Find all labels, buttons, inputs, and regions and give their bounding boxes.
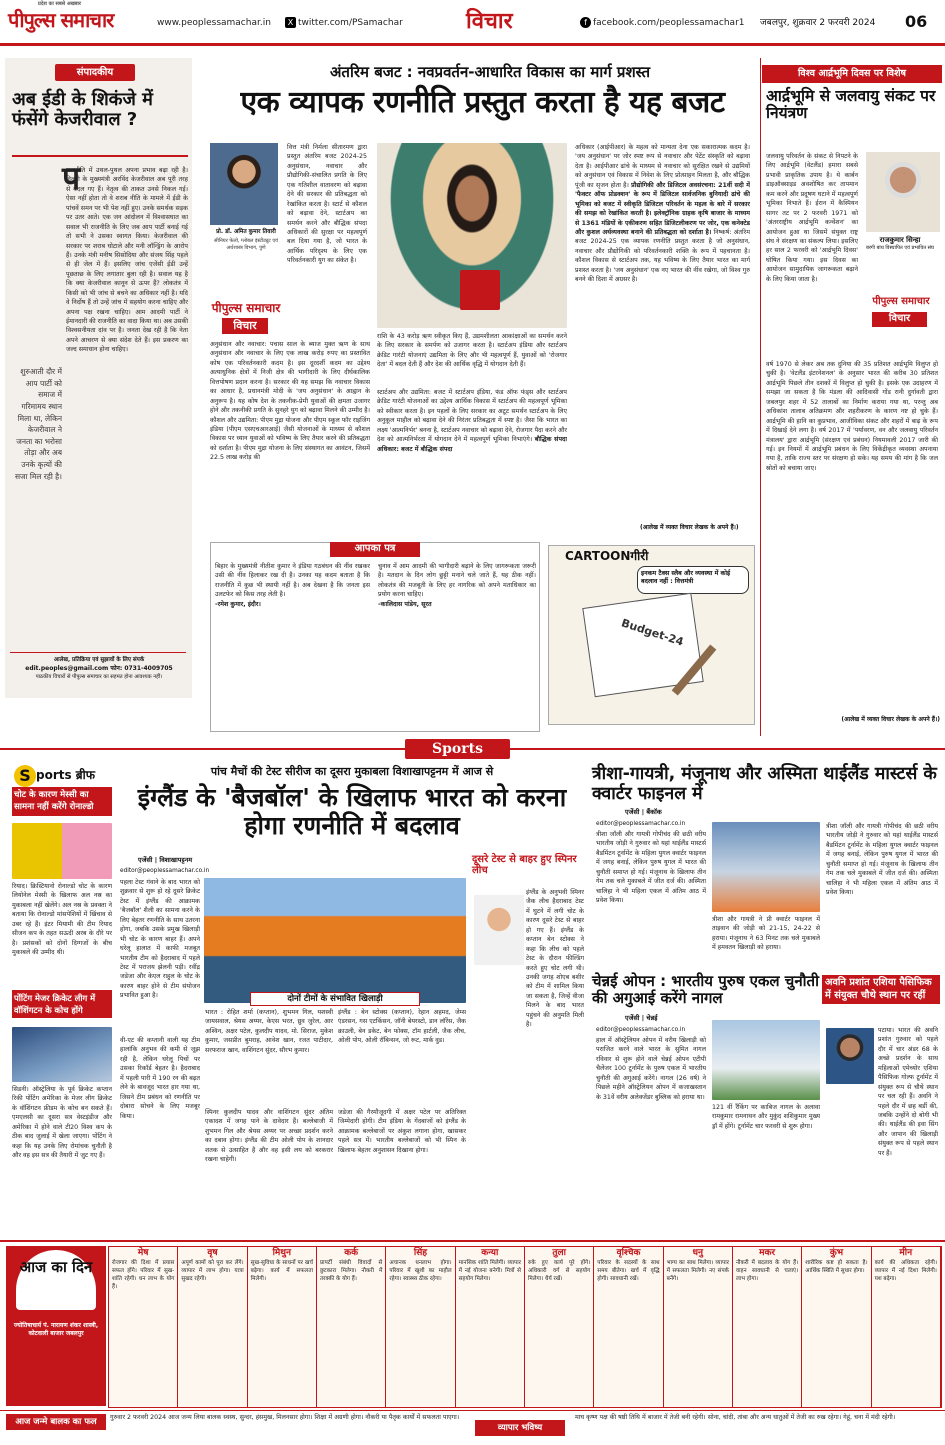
wetland-label: विश्व आर्द्रभूमि दिवस पर विशेष <box>762 65 942 83</box>
divider <box>10 652 186 653</box>
rashi-8 <box>594 1247 663 1407</box>
cricket-byline: एजेंसी | विशाखापट्टनम <box>138 856 193 864</box>
twitter-link[interactable]: X twitter.com/PSamachar <box>285 17 403 30</box>
wetland-body1: जलवायु परिवर्तन के संकट से निपटने के लिए आर्द्रभूमि (वेटलैंड) हमारा सबसे प्रभावी प्राकृतिक उपाय है। ये कार्बन डाइऑक्साइड अवशोषित कर तापमान कम करने और प्रदूषण घटाने में महत्वपूर्ण भूमिका निभाते हैं। ईरान में कैस्पियन सागर तट पर 2 फरवरी 1971 को 'अंतरराष्ट्रीय आर्द्रभूमि कन्वेंशन' का आयोजन हुआ था जिसमें संयुक्त राष्ट्र संघ ने संरक्षण का संकल्प लिया। इसलिए हर साल 2 फरवरी को 'आर्द्रभूमि दिवस' घोषित किया गया। इस दिवस का आयोजन सामुदायिक जागरूकता बढ़ाने के लिए किया जाता है। <box>766 153 858 283</box>
avani-body: पटाया। भारत की अवनि प्रशांत गुरुवार को पहले दौर में चार अंडर 68 के अच्छे प्रदर्शन के साथ महिलाओं एमेच्योर एशिया पैसिफिक गोल्फ टूर्नामेंट में संयुक्त रूप से चौथे स्थान पर चल रही हैं। अवनि ने पहले दौर में छह बर्डी की, जबकि उन्होंने दो बोगी भी की। थाईलैंड की इवा सिंग और जापान की खिलाड़ी संयुक्त रूप से पहले स्थान पर हैं। <box>878 1027 938 1157</box>
rashi-name: तुला <box>552 1248 566 1258</box>
cartoon-paper-label: Budget-24 <box>619 616 686 649</box>
badminton-email[interactable]: editor@peoplessamachar.co.in <box>596 821 686 827</box>
rashi-name: मिथुन <box>272 1248 292 1258</box>
editorial-label: संपादकीय <box>55 64 135 81</box>
rashi-7 <box>525 1247 594 1407</box>
rashi-name: धनु <box>692 1248 704 1258</box>
badminton-headline: त्रीशा-गायत्री, मंजूनाथ और अस्मिता थाईलैंड मास्टर्स के क्वार्टर फाइनल में <box>592 764 937 804</box>
nagal-email[interactable]: editor@peoplessamachar.co.in <box>596 1027 686 1033</box>
letter-2: चुनाव में आम आदमी की भागीदारी बढ़ाने के लिए जागरूकता जरूरी है। मतदान के दिन लोग छुट्टी मनाने चले जाते हैं, यह ठीक नहीं। लोकतंत्र की मजबूती के लिए हर नागरिक को अपने मताधिकार का प्रयोग करना चाहिए। -कालिदास पांडेय, सूरत <box>378 563 536 608</box>
nagal-photo <box>712 1020 820 1100</box>
nagal-headline: चेन्नई ओपन : भारतीय पुरुष एकल चुनौती की अगुआई करेंगे नागल <box>592 972 819 1007</box>
horoscope-grid <box>108 1246 942 1408</box>
brief2-headline: पोंटिंग मेजर क्रिकेट लीग में वॉशिंगटन के कोच होंगे <box>12 990 112 1018</box>
badminton-body2: त्रीशा और गायत्री ने प्री क्वार्टर फाइनल में ताइवान की जोड़ी को 21-15, 24-22 से हराया। मंजूनाथ ने 63 मिनट तक चले मुकाबले में हमवतन खिलाड़ी को हराया। <box>712 916 820 952</box>
badminton-body3: त्रीशा जॉली और गायत्री गोपीचंद की छठी वरीय भारतीय जोड़ी ने गुरुवार को यहां थाईलैंड मास्टर्स बैडमिंटन टूर्नामेंट के महिला युगल क्वार्टर फाइनल में जगह बनाई, लेकिन पुरुष युगल में भारत की चुनौती समाप्त हो गई। मंजूनाथ के खिलाफ तीन गेम तक चले मुकाबले में जीत दर्ज की। अस्मिता चालिहा ने भी महिला एकल में अंतिम आठ में प्रवेश किया। <box>826 823 938 897</box>
sports-s-icon: S <box>14 765 36 787</box>
birthday-text: गुरुवार 2 फरवरी 2024 आज जन्म लिया बालक स्वस्थ, सुन्दर, हंसमुख, मिलनसार होगा। शिक्षा में अग्रणी होगा। नौकरी या पैतृक कार्यों में सफलता पाएगा। <box>110 1414 460 1421</box>
editorial-pullquote: शुरुआती दौर में आप पार्टी को समाज में गरिमामय स्थान मिला था, लेकिन केजरीवाल ने जनता का भरोसा तोड़ा और अब उनके कृत्यों की सजा मिल रही है। <box>14 367 62 481</box>
india-team-photo <box>204 878 466 1003</box>
rashi-name: वृश्चिक <box>616 1248 641 1258</box>
ponting-photo <box>12 1027 112 1082</box>
cricket-kicker: पांच मैचों की टेस्ट सीरीज का दूसरा मुकाबला विशाखापट्टनम में आज से <box>210 765 494 778</box>
article-col2b: स्टार्टअप और उद्यमिता: बजट में स्टार्टअप इंडिया, फंड ऑफ फंड्स और स्टार्टअप क्रेडिट गारंटी योजनाओं का उद्देश्य आर्थिक विकास में स्टार्टअप की महत्वपूर्ण भूमिका को स्वीकार करता है। इन पहलों के लिए सरकार का अटूट समर्थन स्टार्टअप के लिए अनुकूल माहौल को बढ़ावा देने की निरंतर प्रतिबद्धता में स्पष्ट है। जैसा कि भारत का लक्ष्य 'आत्मनिर्भर' बनना है, स्टार्टअप नवाचार को बढ़ावा देने, रोजगार पैदा करने और देश को आत्मनिर्भरता में योगदान देने में महत्वपूर्ण भूमिका निभाएंगे। बौद्धिक संपदा अधिकार: बजट में बौद्धिक संपदा <box>377 389 567 453</box>
divider <box>12 155 188 157</box>
contact-email[interactable]: edit.peoples@gmail.com फोन: 0731-4009705 <box>25 665 173 672</box>
leach-headline: दूसरे टेस्ट से बाहर हुए स्पिनर लीच <box>472 854 577 877</box>
cricket-body1: पहला टेस्ट गंवाने के बाद भारत को शुक्रवार से शुरू हो रहे दूसरे क्रिकेट टेस्ट में इंग्लैंड की आक्रामक 'बैजबॉल' शैली का सामना करने के लिए बेहतर रणनीति के साथ उतरना होगा, जबकि उसके प्रमुख खिलाड़ी भी चोट के कारण बाहर हैं। अपने घरेलू हालात में काफी मजबूत भारतीय टीम को हैदराबाद में पहले टेस्ट में पराजय झेलनी पड़ी। रवींद्र जडेजा और केएल राहुल के चोट के कारण बाहर होने से टीम संयोजन प्रभावित हुआ है। <box>120 879 200 1000</box>
cricket-body3: स्पिनर कुलदीप यादव और वाशिंगटन सुंदर अंतिम एकादश में जगह पाने के दावेदार हैं। बल्लेबाजी में शुभमन गिल और श्रेयस अय्यर पर अच्छा प्रदर्शन करने का दबाव होगा। इंग्लैंड की टीम ओली पोप के शानदार शतक से उत्साहित है और वह इसी लय को बरकरार रखना चाहेगी। <box>205 1109 333 1164</box>
website-link[interactable]: www.peoplessamachar.in <box>157 18 271 28</box>
article-headline: एक व्यापक रणनीति प्रस्तुत करता है यह बजट <box>240 85 725 120</box>
birthday-divider <box>0 1410 945 1411</box>
rashi-5 <box>386 1247 455 1407</box>
rashi-name: वृष <box>207 1248 218 1258</box>
cartoon-title: CARTOONगीरी <box>565 549 649 563</box>
rashi-text: अचानक धनलाभ होगा। परिवार में खुशी का माहौल रहेगा। स्वास्थ्य ठीक रहेगा। <box>389 1260 452 1282</box>
author-photo <box>210 143 278 225</box>
contact-label: आलेख, प्रतिक्रिया एवं सुझावों के लिए संपर्क <box>53 657 145 663</box>
rashi-name: मकर <box>759 1248 776 1258</box>
rashi-text: परिवार के सदस्यों के साथ समय बीतेगा। खर्च में वृद्धि होगी। सावधानी रखें। <box>597 1260 660 1282</box>
astrologer-info: ज्योतिषाचार्य पं. नारायण शंकर शास्त्री, कोटवाली बाजार जबलपुर <box>13 1322 99 1338</box>
rashi-text: भाग्य का साथ मिलेगा। व्यापार में सफलता मिलेगी। नए संपर्क बनेंगे। <box>666 1260 729 1282</box>
rashi-text: रोजगार की दिशा में प्रयास सफल होंगे। परिवार में सुख-शांति रहेगी। धन लाभ के योग हैं। <box>112 1260 175 1290</box>
treesa-gayatri-photo <box>712 822 820 912</box>
letters-title: आपका पत्र <box>330 542 420 557</box>
cricket-body4: जडेजा की गैरमौजूदगी में अक्षर पटेल पर अतिरिक्त जिम्मेदारी होगी। टीम इंडिया के गेंदबाजों को इंग्लैंड के आक्रामक बल्लेबाजों पर अंकुश लगाना होगा, खासकर पहले सत्र में। भारतीय बल्लेबाजों को भी स्पिन के खिलाफ बेहतर अनुशासन दिखाना होगा। <box>338 1109 466 1154</box>
rashi-name: मेष <box>137 1248 149 1258</box>
rashi-text: अपूर्ण कामों को पूरा कर लेंगे। व्यापार में लाभ होगा। यात्रा सुखद रहेगी। <box>181 1260 244 1282</box>
author-title: सीनियर फेलो, ग्लोबल इंस्टीट्यूट एवं अर्थशास्त्र विभाग, पुणे <box>214 238 278 252</box>
horoscope-title: आज का दिन <box>16 1250 96 1310</box>
badminton-byline: एजेंसी | बैंकॉक <box>625 808 662 816</box>
tag-brand: पीपुल्स समाचार <box>211 301 281 315</box>
rashi-name: सिंह <box>413 1248 428 1258</box>
rashi-name: मीन <box>899 1248 913 1258</box>
birthday-label: आज जन्मे बालक का फल <box>6 1414 106 1430</box>
business-text: माघ कृष्ण पक्ष की षष्ठी तिथि में बाजार में तेजी बनी रहेगी। सोना, चांदी, तांबा और अन्य धातुओं में तेजी का रुख रहेगा। गेहूं, चना में मंदी रहेगी। <box>575 1414 896 1421</box>
rashi-4 <box>317 1247 386 1407</box>
wetland-footnote: (आलेख में व्यक्त विचार लेखक के अपने हैं।) <box>841 716 940 723</box>
brief-body: रियाद। क्रिस्टियानो रोनाल्डो चोट के कारण लियोनेल मेस्सी के खिलाफ अल नस्र का मुकाबला नहीं खेलेंगे। अल नस्र के प्रवक्ता ने बताया कि रोनाल्डो मांसपेशियों में खिंचाव से उबर रहे हैं। इंटर मियामी की टीम रियाद सीजन कप के तहत सऊदी अरब के दौरे पर है। प्रशंसकों को दोनों दिग्गजों के बीच मुकाबले की उम्मीद थी। <box>12 883 112 957</box>
article-footnote: (आलेख में व्यक्त विचार लेखक के अपने हैं।) <box>640 524 739 531</box>
nagal-body2: 121 वीं रैंकिंग पर काबिज नागल के अलावा रामकुमार रामनाथन और मुकुंद शशिकुमार मुख्य ड्रॉ में होंगे। टूर्नामेंट चार फरवरी से शुरू होगा। <box>712 1104 820 1130</box>
wetland-headline: आर्द्रभूमि से जलवायु संकट पर नियंत्रण <box>766 87 936 123</box>
business-label: व्यापार भविष्य <box>475 1420 565 1436</box>
rashi-10 <box>733 1247 802 1407</box>
article-col2: राशि के 43 करोड़ ऋण स्वीकृत किए हैं, उद्यमशीलता आकांक्षाओं का समर्थन करने के लिए सरकार के समर्पण को उजागर करता है। स्टार्टअप इंडिया और स्टार्टअप क्रेडिट गारंटी योजनाएं उद्यमिता के लिए और भी महत्वपूर्ण हैं, युवाओं को 'रोजगार देता' में बदल देती हैं और देश की आर्थिक वृद्धि में योगदान देती हैं। <box>377 333 567 369</box>
rashi-1 <box>109 1247 178 1407</box>
editorial-body: राजनीति में उथल-पुथल अपना प्रभाव बढ़ा रही है। दिल्ली के मुख्यमंत्री अरविंद केजरीवाल अब पूरी तरह से बदल गए हैं। नेतृत्व की ताकत उनसे निकल गई। ऐसा नहीं होता तो वे शराब नीति के मामले में ईडी के पांचवें समन पर भी पेश नहीं हुए। उनके समर्थक सड़क पर उतर आते। एक जन आंदोलन में विश्वासघात का सवाल भी राजनीति के लिए जब आप पार्टी बनाई गई तो सभी ने उसका स्वागत किया। केजरीवाल की सरकार पर शराब घोटाले और मनी लॉन्ड्रिंग के आरोप हैं। उनके मंत्री मनीष सिसोदिया और संजय सिंह पहले से ही जेल में हैं। इसलिए जांच एजेंसी ईडी उन्हें पूछताछ के लिए लगातार बुला रही है। सवाल यह है कि क्या केजरीवाल कानून से ऊपर हैं? लोकतंत्र में किसी को भी जांच से बचने का अधिकार नहीं है। यदि वे निर्दोष हैं तो उन्हें जांच में सहयोग करना चाहिए और अपना पक्ष रखना चाहिए। आम आदमी पार्टी ने ईमानदारी की राजनीति का वादा किया था। अब उसकी विश्वसनीयता दांव पर है। जनता देख रही है कि नेता अपने आचरण से क्या संदेश देते हैं। इस प्रकरण का जल्द समाधान होना चाहिए। <box>66 167 188 354</box>
squad-england: इंग्लैंड : बेन स्टोक्स (कप्तान), रेहान अहमद, जेम्स एंडरसन, गस एटकिंसन, जॉनी बेयरस्टो, डान लॉरेंस, जैक क्राउली, बेन डकेट, बेन फोक्स, टॉम हार्टली, जैक लीच, ओली पोप, ओली रॉबिन्सन, जो रूट, मार्क वुड। <box>338 1009 466 1045</box>
squad-india: भारत : रोहित शर्मा (कप्तान), शुभमन गिल, यशस्वी जायसवाल, श्रेयस अय्यर, केएस भरत, ध्रुव जुरेल, आर अश्विन, अक्षर पटेल, कुलदीप यादव, मो. सिराज, मुकेश कुमार, जसप्रीत बुमराह, आवेश खान, रजत पाटीदार, सरफराज खान, वाशिंगटन सुंदर, सौरभ कुमार। <box>205 1009 333 1054</box>
wetland-author-title: बरगी बांध विस्थापित एवं प्रभावित संघ <box>865 245 935 251</box>
brief2-body: सिडनी। ऑस्ट्रेलिया के पूर्व क्रिकेट कप्तान रिकी पोंटिंग अमेरिका के मेजर लीग क्रिकेट के वॉशिंगटन फ्रीडम के कोच बन सकते हैं। एमएलसी का दूसरा सत्र वेस्टइंडीज और अमेरिका में होने वाले टी20 विश्व कप के ठीक बाद जुलाई में खेला जाएगा। पोंटिंग ने कहा कि यह उनके लिए रोमांचक चुनौती है और वह इस सत्र की तैयारी में जुट गए हैं। <box>12 1086 112 1160</box>
leach-body: इंग्लैंड के अनुभवी स्पिनर जैक लीच हैदराबाद टेस्ट में घुटने में लगी चोट के कारण दूसरे टेस्ट से बाहर हो गए हैं। इंग्लैंड के कप्तान बेन स्टोक्स ने कहा कि लीच को पहले टेस्ट के दौरान फील्डिंग करते हुए चोट लगी थी। उनकी जगह शोएब बशीर को टीम में शामिल किया जा सकता है, जिन्हें वीजा मिलने के बाद भारत पहुंचने की अनुमति मिली है। <box>526 889 584 1029</box>
article-col1: वित्त मंत्री निर्मला सीतारमण द्वारा प्रस्तुत अंतरिम बजट 2024-25 अनुसंधान, नवाचार और प्रौद्योगिकी-संचालित प्रगति के लिए एक गतिशील वातावरण को बढ़ावा देने की सरकार की प्रतिबद्धता को रेखांकित करता है। स्टार्ट से कौशल को बढ़ावा देने, स्टार्टअप का समर्थन करने और बौद्धिक संपदा अधिकारों की सुरक्षा पर महत्वपूर्ण बल दिया गया है, जो भारत के आर्थिक परिदृश्य के लिए एक परिवर्तनकारी युग का संकेत है। <box>287 144 367 265</box>
rashi-name: कन्या <box>481 1248 499 1258</box>
budget-briefcase-icon <box>460 270 500 310</box>
facebook-icon: f <box>580 17 591 28</box>
rashi-6 <box>456 1247 525 1407</box>
nagal-byline: एजेंसी | चेन्नई <box>625 1014 658 1022</box>
issue-date: जबलपुर, शुक्रवार 2 फरवरी 2024 <box>760 18 876 28</box>
rashi-12 <box>872 1247 941 1407</box>
wetland-author-name: राजकुमार सिन्हा <box>879 236 921 244</box>
page-number: 06 <box>905 12 928 31</box>
editorial-headline: अब ईडी के शिकंजे में फंसेंगे केजरीवाल ? <box>12 89 153 131</box>
cartoon-bubble: इनकम टैक्स स्लैब और व्यवस्था में कोई बदलाव नहीं : वित्तमंत्री <box>637 566 749 594</box>
disclaimer: पाठकीय विचारों से पीपुल्स समाचार का सहमत होना आवश्यक नहीं। <box>35 674 163 680</box>
badminton-body: त्रीशा जॉली और गायत्री गोपीचंद की छठी वरीय भारतीय जोड़ी ने गुरुवार को यहां थाईलैंड मास्टर्स बैडमिंटन टूर्नामेंट के महिला युगल क्वार्टर फाइनल में जगह बनाई, लेकिन पुरुष युगल में भारत की चुनौती समाप्त हो गई। मंजूनाथ के खिलाफ तीन गेम तक चले मुकाबले में जीत दर्ज की। अस्मिता चालिहा ने भी महिला एकल में अंतिम आठ में प्रवेश किया। <box>596 831 706 905</box>
rashi-2 <box>178 1247 247 1407</box>
rashi-text: मानसिक शांति मिलेगी। व्यापार में नई योजना बनेगी। मित्रों से सहयोग मिलेगा। <box>458 1260 521 1282</box>
wetland-author-photo <box>866 152 940 232</box>
nagal-body: हाल में ऑस्ट्रेलियन ओपन में वरीय खिलाड़ी को पराजित करने वाले भारत के सुमित नागल रविवार से शुरू होने वाले चेन्नई ओपन एटीपी चैलेंजर 100 टूर्नामेंट के पुरुष एकल में भारतीय चुनौती की अगुआई करेंगे। नागल (26 वर्ष) ने पिछले महीने ऑस्ट्रेलियन ओपन में कजाखस्तान के 31वें वरीय अलेक्जेंडर बुब्लिक को हराया था। <box>596 1037 706 1101</box>
rashi-text: रुके हुए कार्य पूरे होंगे। अधिकारी वर्ग से सहयोग मिलेगा। धैर्य रखें। <box>527 1260 591 1282</box>
cricket-headline: इंग्लैंड के 'बैजबॉल' के खिलाफ भारत को करना होगा रणनीति में बदलाव <box>137 783 567 840</box>
sports-band-label: Sports <box>405 739 510 759</box>
rashi-name: कुंभ <box>829 1248 844 1258</box>
rashi-3 <box>248 1247 317 1407</box>
rashi-11 <box>802 1247 871 1407</box>
rashi-text: सुख-सुविधा के साधनों पर खर्च बढ़ेगा। कार्य में सफलता मिलेगी। <box>250 1260 313 1282</box>
cricket-email[interactable]: editor@peoplessamachar.co.in <box>120 868 210 874</box>
avani-headline: अवनि प्रशांत एशिया पैसिफिक में संयुक्त चौथे स्थान पर रहीं <box>822 975 940 1004</box>
rashi-text: नौकरी में बदलाव के योग हैं। वाहन सावधानी से चलाएं। लाभ होगा। <box>735 1260 799 1282</box>
ronaldo-messi-photo <box>12 823 112 879</box>
article-col3: अधिकार (आईपीआर) के महत्व को मान्यता देना एक सकारात्मक कदम है। 'जय अनुसंधान' पर जोर स्पष्ट रूप से नवाचार और पेटेंट संस्कृति को बढ़ावा देता है। आईपीआर ढांचे के माध्यम से नवाचार को सुरक्षित रखने से उद्यमियों को अनुसंधान एवं विकास में निवेश के लिए प्रोत्साहन मिलता है, और बौद्धिक पूंजी का सृजन होता है। प्रौद्योगिकी और डिजिटल अवसंरचना: 21वीं सदी में 'फैक्टर ऑफ प्रोडक्शन' के रूप में डिजिटल सार्वजनिक बुनियादी ढांचे की भूमिका को बजट में स्वीकृति डिजिटल परिवर्तन के महत्व के बारे में सरकार की समझ को रेखांकित करती है। इलेक्ट्रॉनिक ग्राहक कृषि बाजार के माध्यम से 1361 मंडियों के एकीकरण सहित डिजिटलीकरण पर जोर, एक कनेक्टेड और कुशल अर्थव्यवस्था बनाने की प्रतिबद्धता को दर्शाता है। निष्कर्ष: अंतरिम बजट 2024-25 एक व्यापक रणनीति प्रस्तुत करता है जो अनुसंधान, नवाचार और प्रौद्योगिकी को परिवर्तनकारी शक्ति के रूप में पहचानता है। कौशल विकास से स्टार्टअप तक, यह भविष्य के लिए तैयार भारत का मार्ग प्रशस्त करता है। 'जय अनुसंधान' एक नए भारत की नींव रखेगा, जो विश्व गुरु बनने की दिशा में अग्रसर है। <box>575 144 750 284</box>
rashi-name: कर्क <box>344 1248 359 1258</box>
tag-label: विचार <box>222 318 268 334</box>
rashi-9 <box>664 1247 733 1407</box>
rashi-text: प्रापर्टी संबंधी विवादों से छुटकारा मिलेगा। नौकरी में तरक्की के योग हैं। <box>319 1260 383 1282</box>
article-kicker: अंतरिम बजट : नवप्रवर्तन-आधारित विकास का मार्ग प्रशस्त <box>329 63 651 81</box>
rashi-text: कार्य की अधिकता रहेगी। व्यापार में नई दिशा मिलेगी। यश बढ़ेगा। <box>874 1260 937 1282</box>
facebook-link[interactable]: f facebook.com/peoplessamachar1 <box>580 17 745 30</box>
wetland-tag: विचार <box>872 312 927 327</box>
rashi-text: शारीरिक कष्ट हो सकता है। आर्थिक स्थिति में सुधार होगा। <box>805 1260 868 1274</box>
brief-label: ports ब्रीफ <box>36 768 96 782</box>
article-col1b: अनुसंधान और नवाचार: पचास साल के ब्याज मुक्त ऋण के साथ अनुसंधान और नवाचार के लिए एक लाख करोड़ रुपए का प्रस्तावित कोष एक परिवर्तनकारी कदम है। इस दूरदर्शी कदम का उद्देश्य अत्याधुनिक क्षेत्रों में निजी क्षेत्र की भागीदारी के लिए दीर्घकालिक वित्तपोषण प्रदान करना है। सरकार की यह समझ कि नवाचार विकास का आधार है, प्रधानमंत्री मोदी के 'जय अनुसंधान' के आह्वान के अनुरूप है। यह कोष देश के तकनीक-प्रेमी युवाओं की क्षमता उजागर होने और तकनीकी प्रगति के सुनहरे युग को बढ़ावा मिलने की उम्मीद है। कौशल और उद्यमिता: पीएम मुद्रा योजना और पीएम स्कूल फॉर राइजिंग इंडिया (पीएम एसएचआरआई) जैसी योजनाओं के माध्यम से कौशल विकास पर ध्यान युवाओं को भविष्य के लिए तैयार करने की प्रतिबद्धता को दर्शाता है। पीएम मुद्रा योजना के लिए संस्थागत का आवंटन, जिसमें 22.5 लाख करोड़ की <box>210 341 370 462</box>
author-name: प्रो. डॉ. अमित कुमार तिवारी <box>216 229 276 235</box>
cricket-body2: वी-एट की कप्तानी वाली यह टीम हालांकि अनुभव की कमी से जूझ रही है, लेकिन घरेलू पिचों पर उसका रिकॉर्ड बेहतर है। हैदराबाद में पहली पारी में 190 रन की बढ़त लेने के बावजूद भारत हार गया था, जिसने टीम प्रबंधन को रणनीति पर दोबारा सोचने के लिए मजबूर किया। <box>120 1037 200 1120</box>
brand-logo: पीपुल्स समाचार प्रदेश का सबसे अखबार <box>8 1 114 32</box>
squads-title: दोनों टीमों के संभावित खिलाड़ी <box>250 992 420 1006</box>
brief-headline: चोट के कारण मेस्सी का सामना नहीं करेंगे रोनाल्डो <box>12 787 112 816</box>
horoscope-divider <box>0 1240 945 1242</box>
wetland-body2: वर्ष 1970 से लेकर अब तक दुनिया की 35 प्रतिशत आर्द्रभूमि विलुप्त हो चुकी है। 'वेटलैंड इंटरनेशनल' के अनुसार भारत की करीब 30 प्रतिशत आर्द्रभूमि पिछले तीन दशकों में विलुप्त हो चुकी है। इसके एक उदाहरण में समझा जा सकता है कि मंडला की आदिवासी गोंड रानी दुर्गावती द्वारा जबलपुर शहर में 52 तालाबों का निर्माण कराया गया था, परन्तु अब अधिकांश तालाब अतिक्रमण और शहरीकरण के कारण नष्ट हो चुके हैं। आर्द्रभूमि की हानि का कुप्रभाव, आजीविका संकट और शहरों में बाढ़ के रूप में दिखाई देने लगा है। वर्ष 2017 में 'पर्यावरण, वन और जलवायु परिवर्तन मंत्रालय' द्वारा आर्द्रभूमि (संरक्षण एवं प्रबंधन) नियमावली 2017 जारी की गई। इन नियमों में आर्द्रभूमि प्रबंधन के लिए विकेंद्रीकृत व्यवस्था अपनाया गया है, ताकि राज्य स्तर पर संरक्षण हो सके। यह समय की मांग है कि जल स्रोतों को बचाया जाए। <box>766 361 938 472</box>
wetland-tag-brand: पीपुल्स समाचार <box>872 296 930 307</box>
letter-1: बिहार के मुख्यमंत्री नीतीश कुमार ने इंडिया गठबंधन की नींव रखकर उसी की नींव हिलाकर रख दी है। उनका यह कदम बताता है कि राजनीति में कुछ भी स्थायी नहीं है। अब देखना है कि जनता इस उलटफेर को किस तरह लेती है। -रमेश कुमार, इंदौर। <box>215 563 370 608</box>
x-icon: X <box>285 17 296 28</box>
section-title: विचार <box>466 9 513 34</box>
